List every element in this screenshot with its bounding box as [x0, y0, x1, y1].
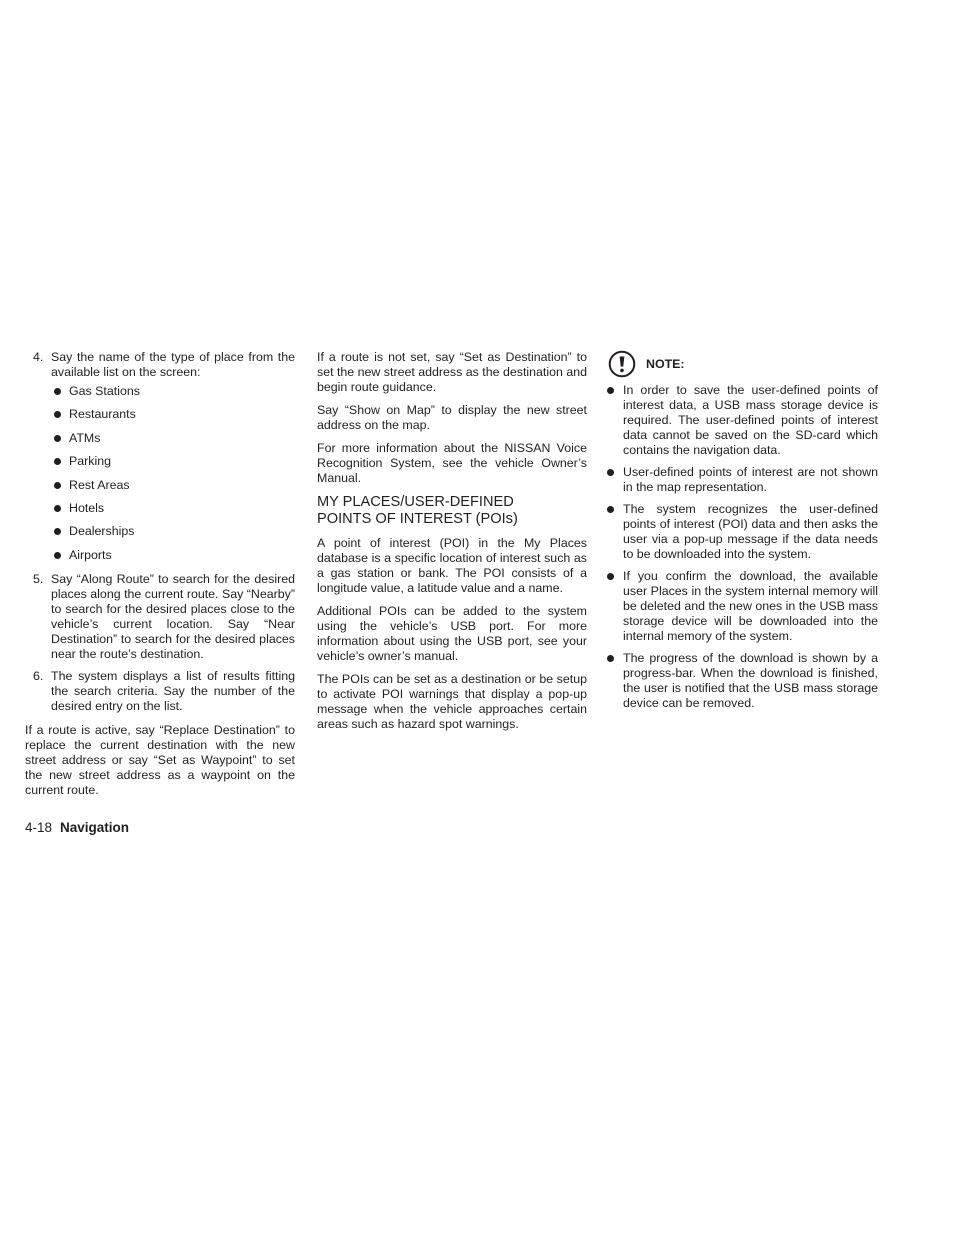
- list-item: The progress of the download is shown by a progress-bar. When the download is finished, the user is notified that the USB mass storage device can be removed.: [607, 651, 878, 711]
- route-not-set-paragraph: If a route is not set, say “Set as Destination” to set the new street address as the destination and begin route guidance.: [317, 350, 588, 394]
- left-column: [25, 350, 295, 798]
- page-footer: [25, 820, 129, 836]
- voice-recognition-paragraph: For more information about the NISSAN Voice Recognition System, see the vehicle Owner’s Manual.: [317, 441, 587, 485]
- bullet-icon: [54, 458, 61, 465]
- bullet-icon: [607, 506, 614, 513]
- bullet-icon: [54, 505, 61, 512]
- list-item: ATMs: [51, 431, 295, 454]
- list-item: Dealerships: [51, 524, 295, 547]
- list-item: Airports: [51, 548, 295, 571]
- list-item: Parking: [51, 454, 295, 477]
- list-item: Hotels: [51, 501, 295, 524]
- list-item: The system recognizes the user-defined points of interest (POI) data and then asks the user via a pop-up message if the data needs to be downloaded into the system.: [607, 502, 878, 562]
- note-column: [607, 350, 878, 718]
- step-text: Say the name of the type of place from the available list on the screen:: [51, 350, 295, 379]
- chapter-title: Navigation: [60, 820, 130, 835]
- list-item: Restaurants: [51, 407, 295, 430]
- section-heading: MY PLACES/USER-DEFINED POINTS OF INTEREST (POIs): [317, 494, 518, 527]
- note-header: [607, 350, 878, 378]
- bullet-icon: [607, 655, 614, 662]
- bullet-icon: [54, 552, 61, 559]
- note-title: NOTE:: [646, 356, 685, 371]
- poi-usb-paragraph: Additional POIs can be added to the system using the vehicle’s USB port. For more information about using the USB port, see your vehicle’s owner’s manual.: [317, 604, 587, 663]
- bullet-icon: [54, 482, 61, 489]
- list-item: User-defined points of interest are not shown in the map representation.: [607, 465, 878, 495]
- bullet-icon: [54, 411, 61, 418]
- middle-column: [317, 350, 587, 740]
- exclamation-circle-icon: [608, 350, 636, 378]
- page-number: 4-18: [25, 820, 53, 835]
- bullet-icon: [607, 573, 614, 580]
- route-active-paragraph: If a route is active, say “Replace Destination” to replace the current destination with the new street address or say “Set as Waypoint” to set the new street address as a waypoint on the current route.: [25, 723, 295, 798]
- note-list: [607, 383, 878, 711]
- step-number: 4.: [33, 350, 44, 364]
- step-6: [25, 669, 295, 714]
- bullet-icon: [54, 435, 61, 442]
- step-5: [25, 572, 295, 662]
- bullet-icon: [54, 388, 61, 395]
- bullet-icon: [607, 469, 614, 476]
- list-item: If you confirm the download, the available user Places in the system internal memory will be deleted and the new ones in the USB mass storage device will be downloaded into the internal memory of the system.: [607, 569, 878, 644]
- step-number: 6.: [33, 669, 44, 684]
- step-text: The system displays a list of results fitting the search criteria. Say the number of the desired entry on the list.: [51, 669, 295, 714]
- poi-definition-paragraph: A point of interest (POI) in the My Places database is a specific location of interest such as a gas station or bank. The POI consists of a longitude value, a latitude value and a name.: [317, 536, 587, 595]
- place-type-list: [51, 384, 295, 571]
- list-item: Gas Stations: [51, 384, 295, 407]
- step-4: [25, 350, 295, 571]
- show-on-map-paragraph: Say “Show on Map” to display the new street address on the map.: [317, 403, 587, 432]
- bullet-icon: [607, 387, 614, 394]
- list-item: Rest Areas: [51, 478, 295, 501]
- poi-warnings-paragraph: The POIs can be set as a destination or be setup to activate POI warnings that display a pop-up message when the vehicle approaches certain areas such as hazard spot warnings.: [317, 672, 587, 731]
- step-text: Say “Along Route” to search for the desired places along the current route. Say “Nearby” to search for the desired places close to the vehicle’s current location. Say “Near Destination” to search for the desired places near the route’s destination.: [51, 572, 295, 662]
- step-number: 5.: [33, 572, 44, 587]
- list-item: In order to save the user-defined points of interest data, a USB mass storage device is required. The user-defined points of interest data cannot be saved on the SD-card which contains the navigation data.: [607, 383, 878, 458]
- bullet-icon: [54, 528, 61, 535]
